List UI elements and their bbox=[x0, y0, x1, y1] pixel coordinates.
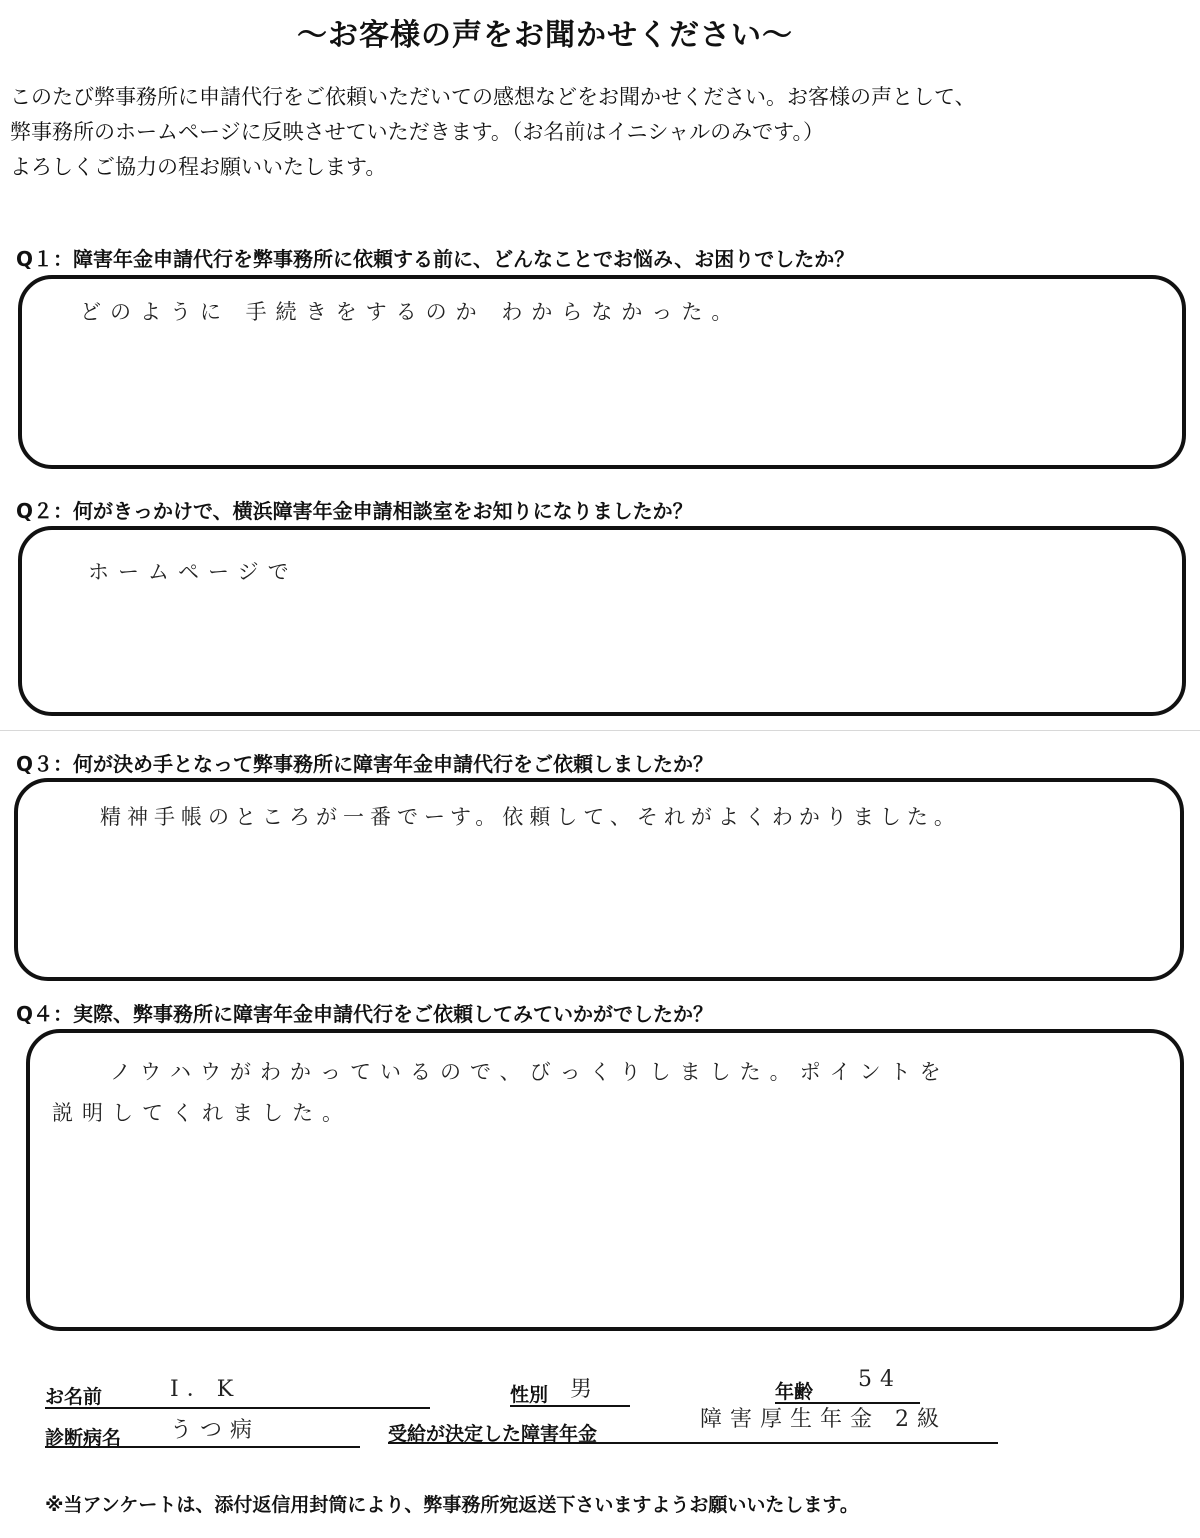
pension-label: 受給が決定した障害年金 bbox=[388, 1423, 598, 1445]
question-4: Q４：実際、弊事務所に障害年金申請代行をご依頼してみていかがでしたか？ bbox=[16, 1002, 714, 1026]
question-1: Q１：障害年金申請代行を弊事務所に依頼する前に、どんなことでお悩み、お困りでしたか？ bbox=[16, 247, 855, 271]
answer-4-text-line-1: ノウハウがわかっているので、びっくりしました。ポイントを bbox=[110, 1060, 950, 1084]
name-underline bbox=[45, 1407, 430, 1409]
intro-line: 弊事務所のホームページに反映させていただきます。（お名前はイニシャルのみです。） bbox=[10, 120, 824, 144]
gender-value: 男 bbox=[570, 1377, 601, 1402]
pension-value: 障害厚生年金 2級 bbox=[700, 1407, 947, 1432]
question-2: Q２：何がきっかけで、横浜障害年金申請相談室をお知りになりましたか？ bbox=[16, 499, 693, 523]
intro-line: このたび弊事務所に申請代行をご依頼いただいての感想などをお聞かせください。お客様の声として、 bbox=[10, 85, 976, 109]
answer-1-text: どのように 手続きをするのか わからなかった。 bbox=[80, 300, 742, 324]
answer-3-text: 精神手帳のところが一番でーす。依頼して、それがよくわかりました。 bbox=[100, 805, 961, 829]
diagnosis-label: 診断病名 bbox=[45, 1427, 122, 1449]
footer-note: ※当アンケートは、添付返信用封筒により、弊事務所宛返送下さいますようお願いいたします。 bbox=[45, 1494, 859, 1516]
gender-label: 性別 bbox=[510, 1384, 549, 1406]
intro-text bbox=[10, 80, 1170, 185]
intro-line: よろしくご協力の程お願いいたします。 bbox=[10, 155, 387, 179]
age-value: 54 bbox=[858, 1367, 902, 1392]
answer-2-text: ホームページで bbox=[88, 560, 298, 584]
pension-underline bbox=[388, 1442, 998, 1444]
age-label: 年齢 bbox=[775, 1381, 814, 1403]
gender-underline bbox=[510, 1405, 630, 1407]
question-3: Q３：何が決め手となって弊事務所に障害年金申請代行をご依頼しましたか？ bbox=[16, 752, 714, 776]
survey-title: ～お客様の声をお聞かせください～ bbox=[297, 18, 793, 53]
diagnosis-underline bbox=[45, 1446, 360, 1448]
name-label: お名前 bbox=[45, 1386, 103, 1408]
answer-box-2 bbox=[18, 526, 1186, 716]
name-value: I．K bbox=[170, 1377, 242, 1402]
diagnosis-value: うつ病 bbox=[170, 1418, 261, 1443]
paper-crease bbox=[0, 730, 1200, 731]
answer-4-text-line-2: 説明してくれました。 bbox=[52, 1101, 352, 1125]
